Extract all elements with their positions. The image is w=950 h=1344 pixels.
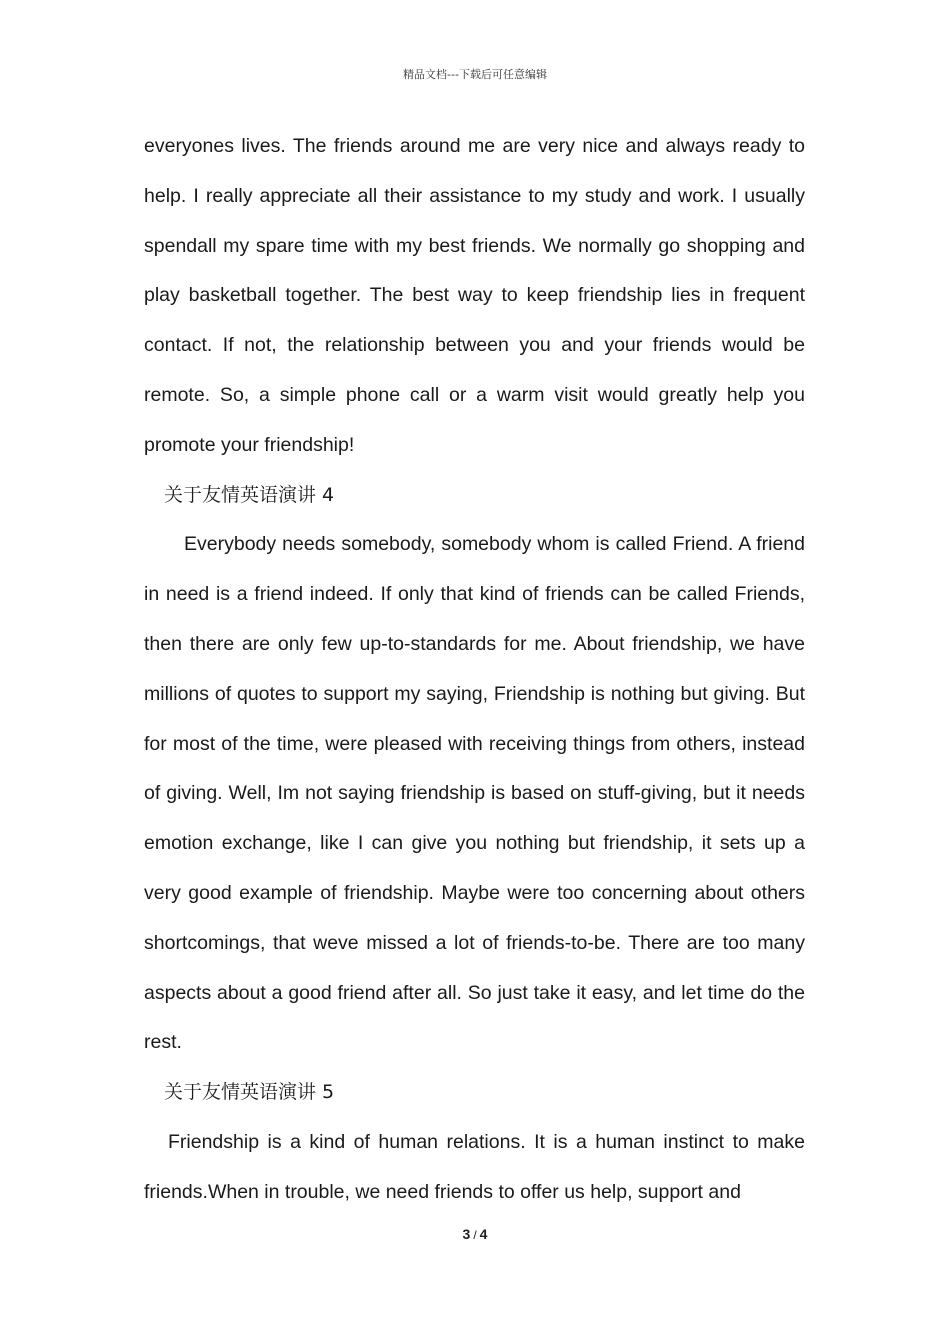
current-page: 3 — [462, 1226, 471, 1242]
paragraph-speech-5: Friendship is a kind of human relations. It is a human instinct to make friends.When in trouble, we need friends to offer us help, support and — [144, 1130, 805, 1203]
document-body — [144, 122, 805, 1218]
page-number — [0, 1226, 950, 1242]
section-heading-4: 关于友情英语演讲 4 — [164, 483, 335, 506]
section-heading-5: 关于友情英语演讲 5 — [164, 1081, 335, 1104]
paragraph-continued: everyones lives. The friends around me are very nice and always ready to help. I really appreciate all their assistance to my study and work. I usually spendall my spare time with my best friends. We normally go shopping and play basketball together. The best way to keep friendship lies in frequent contact. If not, the relationship between you and your friends would be remote. So, a simple phone call or a warm visit would greatly help you promote your friendship! — [144, 135, 805, 456]
page-header: 精品文档---下载后可任意编辑 — [403, 68, 547, 81]
page-separator: / — [473, 1228, 477, 1242]
total-pages: 4 — [479, 1226, 488, 1242]
paragraph-speech-4: Everybody needs somebody, somebody whom is called Friend. A friend in need is a friend indeed. If only that kind of friends can be called Friends, then there are only few up-to-standards for me. About friendship, we have millions of quotes to support my saying, Friendship is nothing but giving. But for most of the time, were pleased with receiving things from others, instead of giving. Well, Im not saying friendship is based on stuff-giving, but it needs emotion exchange, like I can give you nothing but friendship, it sets up a very good example of friendship. Maybe were too concerning about others shortcomings, that weve missed a lot of friends-to-be. There are too many aspects about a good friend after all. So just take it easy, and let time do the rest. — [144, 533, 805, 1054]
